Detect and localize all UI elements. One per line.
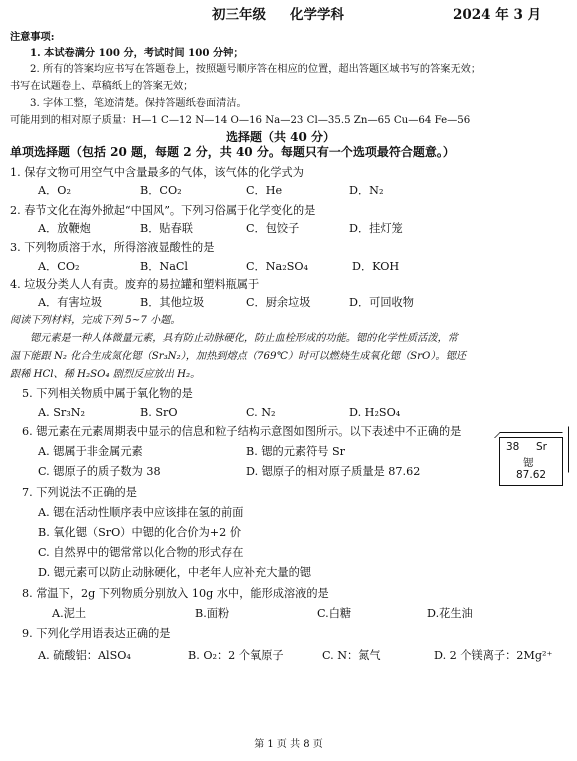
question-9-option-a[interactable]: A. 硫酸铝：AlSO₄ <box>38 649 131 662</box>
question-8-option-b[interactable]: B.面粉 <box>195 607 230 620</box>
question-4-option-b[interactable]: B．其他垃圾 <box>140 296 205 309</box>
question-1-option-c[interactable]: C．He <box>246 184 283 197</box>
question-5-option-d[interactable]: D. H₂SO₄ <box>349 406 401 419</box>
reading-line: 温下能跟 N₂ 化合生成氮化锶（Sr₃N₂），加热到熔点（769℃）时可以燃烧生成氧化锶（SrO）。锶还 <box>10 351 466 362</box>
notice-title: 注意事项: <box>10 31 55 43</box>
element-atomic-number: 38 <box>506 441 520 453</box>
exam-grade: 初三年级 <box>212 7 266 23</box>
question-9-stem: 9. 下列化学用语表达正确的是 <box>22 627 171 640</box>
question-7-option-d[interactable]: D. 锶元素可以防止动脉硬化，中老年人应补充大量的锶 <box>38 566 311 579</box>
question-1-option-d[interactable]: D．N₂ <box>349 184 384 197</box>
reading-intro: 阅读下列材料，完成下列 5~7 小题。 <box>10 315 181 326</box>
question-5-stem: 5. 下列相关物质中属于氧化物的是 <box>22 387 193 400</box>
atomic-masses: 可能用到的相对原子质量：H—1 C—12 N—14 O—16 Na—23 Cl—35.5 Zn—65 Cu—64 Fe—56 <box>10 115 471 126</box>
question-6-option-b[interactable]: B. 锶的元素符号 Sr <box>246 445 346 458</box>
question-8-option-a[interactable]: A.泥土 <box>52 607 87 620</box>
question-1-option-a[interactable]: A．O₂ <box>38 184 71 197</box>
question-2-stem: 2. 春节文化在海外掀起“中国风”。下列习俗属于化学变化的是 <box>10 204 316 217</box>
question-8-stem: 8. 常温下，2g 下列物质分别放入 10g 水中，能形成溶液的是 <box>22 587 329 600</box>
question-3-option-d[interactable]: D．KOH <box>352 260 400 273</box>
question-5-option-c[interactable]: C. N₂ <box>246 406 276 419</box>
question-8-option-c[interactable]: C.白糖 <box>317 607 352 620</box>
reading-line: 跟稀 HCl、稀 H₂SO₄ 剧烈反应放出 H₂。 <box>10 369 201 380</box>
cell-side-edge <box>562 426 569 479</box>
question-1-stem: 1. 保存文物可用空气中含量最多的气体，该气体的化学式为 <box>10 166 304 179</box>
question-6-option-c[interactable]: C. 锶原子的质子数为 38 <box>38 465 161 478</box>
question-3-option-b[interactable]: B．NaCl <box>140 260 189 273</box>
question-2-option-b[interactable]: B．贴春联 <box>140 222 193 235</box>
exam-date: 2024 年 3 月 <box>453 7 542 23</box>
section-title: 选择题（共 40 分） <box>226 130 336 144</box>
notice-item: 书写在试题卷上、草稿纸上的答案无效； <box>10 81 194 92</box>
question-4-option-c[interactable]: C．厨余垃圾 <box>246 296 311 309</box>
question-9-option-b[interactable]: B. O₂：2 个氧原子 <box>188 649 284 662</box>
question-2-option-c[interactable]: C．包饺子 <box>246 222 300 235</box>
question-6-option-a[interactable]: A. 锶属于非金属元素 <box>38 445 143 458</box>
question-8-option-d[interactable]: D.花生油 <box>427 607 473 620</box>
notice-item: 2. 所有的答案均应书写在答题卷上，按照题号顺序答在相应的位置，超出答题区域书写的答案无效； <box>30 64 482 75</box>
question-5-option-b[interactable]: B. SrO <box>140 406 178 419</box>
question-7-option-b[interactable]: B. 氧化锶（SrO）中锶的化合价为+2 价 <box>38 526 242 539</box>
cell-top-edge <box>494 432 563 438</box>
exam-subject: 化学学科 <box>290 7 344 23</box>
question-4-option-a[interactable]: A．有害垃圾 <box>38 296 103 309</box>
question-5-option-a[interactable]: A. Sr₃N₂ <box>38 406 85 419</box>
question-7-option-c[interactable]: C. 自然界中的锶常常以化合物的形式存在 <box>38 546 244 559</box>
question-6-stem: 6. 锶元素在元素周期表中显示的信息和粒子结构示意图如图所示。以下表述中不正确的是 <box>22 425 462 438</box>
element-atomic-mass: 87.62 <box>516 469 547 481</box>
reading-line: 锶元素是一种人体微量元素，具有防止动脉硬化，防止血栓形成的功能。锶的化学性质活泼，常 <box>30 333 458 344</box>
element-symbol: Sr <box>536 441 547 453</box>
question-7-option-a[interactable]: A. 锶在活动性顺序表中应该排在氢的前面 <box>38 506 244 519</box>
question-2-option-d[interactable]: D．挂灯笼 <box>349 222 403 235</box>
notice-item: 1. 本试卷满分 100 分，考试时间 100 分钟； <box>30 47 244 59</box>
question-4-option-d[interactable]: D．可回收物 <box>349 296 414 309</box>
question-4-stem: 4. 垃圾分类人人有责。废弃的易拉罐和塑料瓶属于 <box>10 278 260 291</box>
question-9-option-d[interactable]: D. 2 个镁离子：2Mg²⁺ <box>434 649 553 662</box>
question-3-stem: 3. 下列物质溶于水，所得溶液显酸性的是 <box>10 241 215 254</box>
question-1-option-b[interactable]: B．CO₂ <box>140 184 182 197</box>
element-name: 锶 <box>523 457 534 469</box>
strontium-element-cell <box>499 437 563 486</box>
question-2-option-a[interactable]: A．放鞭炮 <box>38 222 91 235</box>
notice-item: 3. 字体工整，笔迹清楚。保持答题纸卷面清洁。 <box>30 98 247 109</box>
page-number: 第 1 页 共 8 页 <box>254 739 323 750</box>
question-7-stem: 7. 下列说法不正确的是 <box>22 486 137 499</box>
question-9-option-c[interactable]: C. N：氮气 <box>322 649 381 662</box>
section-instruction: 单项选择题（包括 20 题，每题 2 分，共 40 分。每题只有一个选项最符合题意。） <box>10 145 455 159</box>
question-3-option-a[interactable]: A．CO₂ <box>38 260 80 273</box>
question-3-option-c[interactable]: C．Na₂SO₄ <box>246 260 309 273</box>
question-6-option-d[interactable]: D. 锶原子的相对原子质量是 87.62 <box>246 465 421 478</box>
